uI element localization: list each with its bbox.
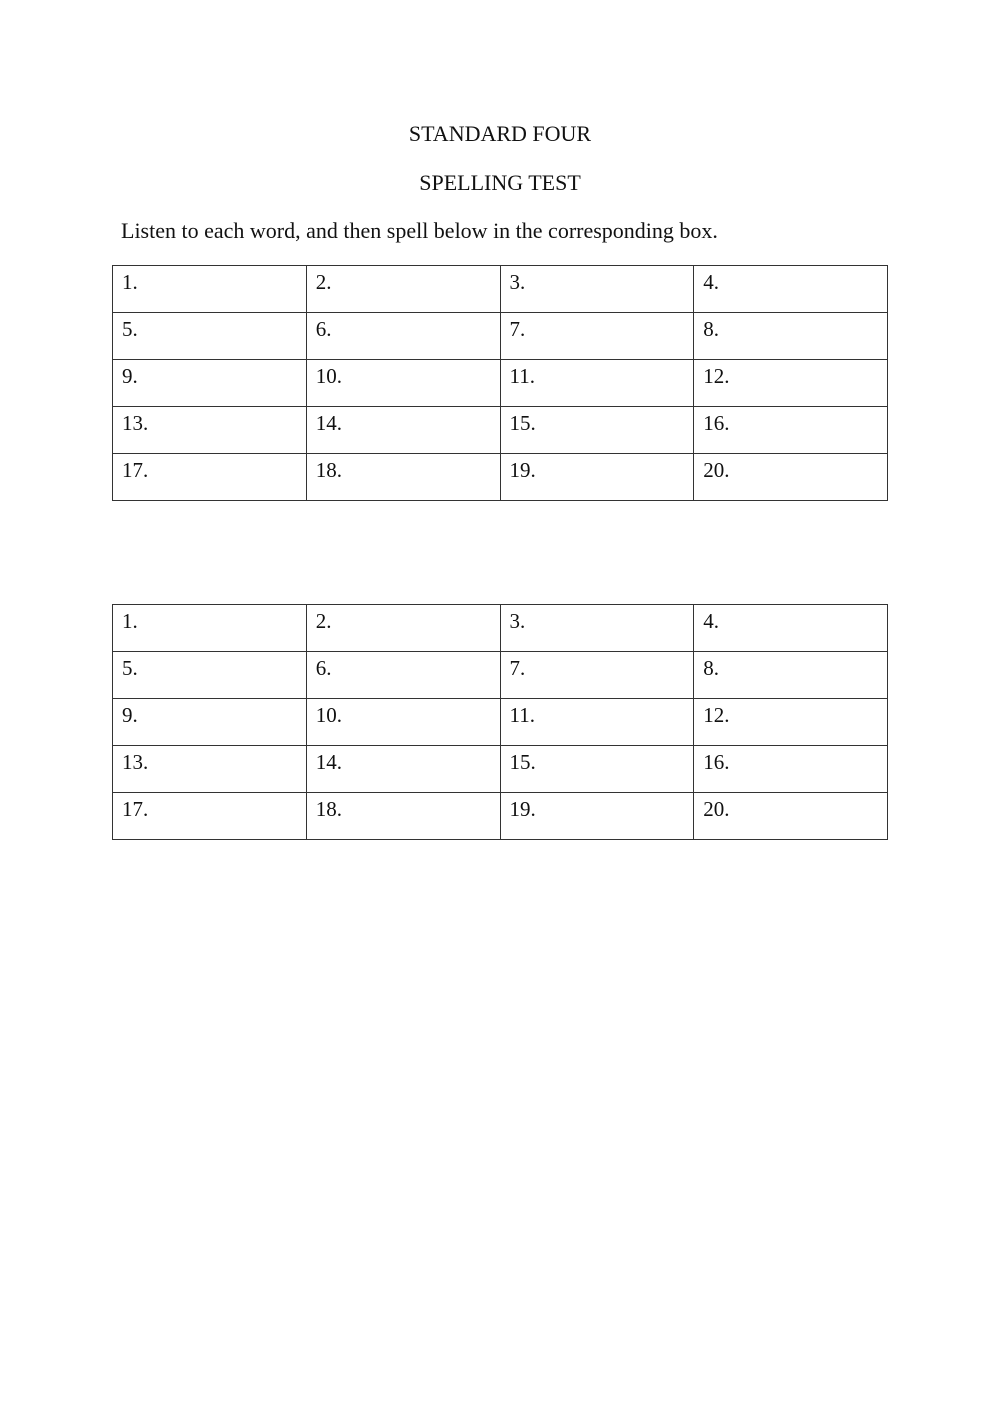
answer-box[interactable] bbox=[694, 746, 888, 793]
answer-box[interactable] bbox=[306, 407, 500, 454]
grid-row bbox=[113, 699, 888, 746]
answer-box-number: 14. bbox=[315, 411, 342, 435]
answer-box[interactable] bbox=[500, 605, 694, 652]
answer-box-number: 1. bbox=[122, 609, 138, 633]
answer-box-number: 20. bbox=[703, 797, 730, 821]
answer-box[interactable] bbox=[306, 793, 500, 840]
instructions-text: Listen to each word, and then spell below in the corresponding box. bbox=[121, 218, 718, 243]
answer-box-number: 7. bbox=[509, 656, 526, 680]
answer-box[interactable] bbox=[306, 652, 500, 699]
answer-box[interactable] bbox=[306, 313, 500, 360]
answer-box[interactable] bbox=[500, 266, 694, 313]
grid-row bbox=[113, 454, 888, 501]
answer-box[interactable] bbox=[694, 313, 888, 360]
answer-box[interactable] bbox=[500, 360, 694, 407]
answer-box-number: 13. bbox=[122, 411, 149, 435]
answer-box[interactable] bbox=[694, 360, 888, 407]
answer-box[interactable] bbox=[306, 746, 500, 793]
answer-box-number: 17. bbox=[122, 797, 149, 821]
answer-box[interactable] bbox=[306, 605, 500, 652]
answer-box[interactable] bbox=[500, 407, 694, 454]
answer-box[interactable] bbox=[306, 699, 500, 746]
answer-box-number: 5. bbox=[122, 656, 138, 680]
answer-box[interactable] bbox=[306, 360, 500, 407]
answer-box-number: 17. bbox=[122, 458, 149, 482]
answer-box-number: 6. bbox=[315, 656, 332, 680]
answer-box-number: 15. bbox=[509, 750, 536, 774]
grid-row bbox=[113, 313, 888, 360]
answer-box[interactable] bbox=[694, 454, 888, 501]
answer-box[interactable] bbox=[694, 652, 888, 699]
grid-row bbox=[113, 605, 888, 652]
grid-row bbox=[113, 407, 888, 454]
answer-box-number: 2. bbox=[315, 609, 332, 633]
answer-box[interactable] bbox=[500, 652, 694, 699]
answer-box-number: 15. bbox=[509, 411, 536, 435]
answer-box-number: 10. bbox=[315, 703, 342, 727]
answer-box[interactable] bbox=[694, 266, 888, 313]
answer-box-number: 16. bbox=[703, 750, 730, 774]
answer-box-number: 7. bbox=[509, 317, 526, 341]
answer-box-number: 4. bbox=[703, 609, 719, 633]
spelling-grid-2 bbox=[112, 604, 888, 840]
answer-box-number: 16. bbox=[703, 411, 730, 435]
answer-box-number: 3. bbox=[509, 270, 526, 294]
answer-box[interactable] bbox=[306, 454, 500, 501]
answer-box-number: 19. bbox=[509, 458, 536, 482]
answer-box-number: 18. bbox=[315, 458, 342, 482]
answer-box-number: 5. bbox=[122, 317, 138, 341]
spelling-grid-1 bbox=[112, 265, 888, 501]
answer-box-number: 11. bbox=[509, 703, 535, 727]
grid-row bbox=[113, 652, 888, 699]
answer-box-number: 13. bbox=[122, 750, 149, 774]
grid-row bbox=[113, 266, 888, 313]
answer-box-number: 19. bbox=[509, 797, 536, 821]
answer-box-number: 18. bbox=[315, 797, 342, 821]
answer-box[interactable] bbox=[500, 746, 694, 793]
answer-box-number: 11. bbox=[509, 364, 535, 388]
answer-box-number: 9. bbox=[122, 364, 138, 388]
answer-box-number: 8. bbox=[703, 317, 719, 341]
answer-box[interactable] bbox=[694, 605, 888, 652]
answer-box-number: 9. bbox=[122, 703, 138, 727]
answer-box-number: 2. bbox=[315, 270, 332, 294]
answer-box[interactable] bbox=[113, 454, 307, 501]
answer-box[interactable] bbox=[113, 605, 307, 652]
answer-box-number: 10. bbox=[315, 364, 342, 388]
grid-row bbox=[113, 793, 888, 840]
answer-box-number: 6. bbox=[315, 317, 332, 341]
answer-box-number: 20. bbox=[703, 458, 730, 482]
worksheet-subtitle: SPELLING TEST bbox=[419, 170, 581, 195]
answer-box[interactable] bbox=[500, 313, 694, 360]
answer-box[interactable] bbox=[113, 313, 307, 360]
answer-box[interactable] bbox=[113, 699, 307, 746]
answer-box[interactable] bbox=[113, 746, 307, 793]
answer-box-number: 12. bbox=[703, 364, 730, 388]
answer-box[interactable] bbox=[694, 407, 888, 454]
grid-row bbox=[113, 360, 888, 407]
answer-box[interactable] bbox=[694, 793, 888, 840]
grid-row bbox=[113, 746, 888, 793]
worksheet-title: STANDARD FOUR bbox=[408, 121, 592, 146]
answer-box-number: 12. bbox=[703, 703, 730, 727]
answer-box[interactable] bbox=[113, 407, 307, 454]
answer-box[interactable] bbox=[500, 699, 694, 746]
answer-box-number: 3. bbox=[509, 609, 526, 633]
answer-box[interactable] bbox=[113, 360, 307, 407]
answer-box[interactable] bbox=[500, 454, 694, 501]
answer-box-number: 1. bbox=[122, 270, 138, 294]
answer-box[interactable] bbox=[113, 793, 307, 840]
answer-box-number: 4. bbox=[703, 270, 719, 294]
answer-box[interactable] bbox=[113, 266, 307, 313]
answer-box[interactable] bbox=[113, 652, 307, 699]
answer-box[interactable] bbox=[306, 266, 500, 313]
answer-box-number: 8. bbox=[703, 656, 719, 680]
answer-box-number: 14. bbox=[315, 750, 342, 774]
answer-box[interactable] bbox=[694, 699, 888, 746]
answer-box[interactable] bbox=[500, 793, 694, 840]
